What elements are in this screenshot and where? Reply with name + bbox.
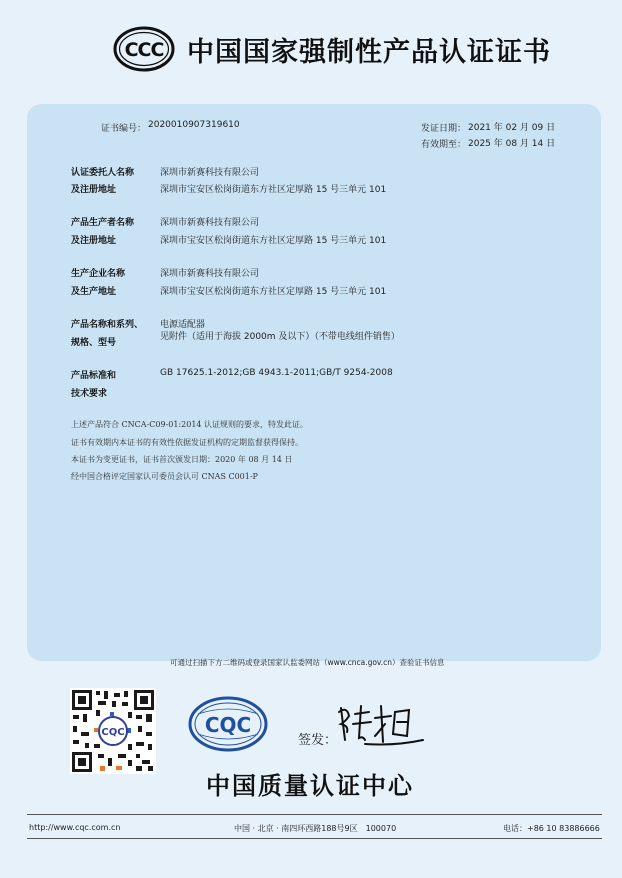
sign-label: 签发： [298, 733, 338, 748]
ccc-logo [113, 25, 175, 73]
qr-code[interactable] [70, 688, 156, 774]
note-line: 上述产品符合 CNCA-C09-01:2014 认证规则的要求，特发此证。 [71, 420, 309, 429]
field-label: 认证委托人名称 [71, 168, 135, 178]
issue-date-label: 发证日期： [421, 124, 467, 134]
field-label: 生产企业名称 [71, 269, 126, 279]
signature [335, 700, 425, 750]
field-label: 产品生产者名称 [71, 218, 135, 228]
cqc-logo [188, 696, 268, 752]
field-label: 技术要求 [71, 389, 108, 399]
footer-phone: 电话：+86 10 83886666 [503, 824, 600, 833]
footer-address: 中国 · 北京 · 南四环西路188号9区 100070 [234, 824, 397, 833]
field-value: 深圳市宝安区松岗街道东方社区定厚路 15 号三单元 101 [160, 185, 387, 195]
footer-divider-bottom [27, 838, 602, 839]
expiry-date: 2025 年 08 月 14 日 [468, 139, 556, 149]
footer-website[interactable]: http://www.cqc.com.cn [29, 823, 121, 832]
field-value: 深圳市宝安区松岗街道东方社区定厚路 15 号三单元 101 [160, 236, 387, 246]
field-value: GB 17625.1-2012;GB 4943.1-2011;GB/T 9254-2008 [160, 368, 393, 378]
qr-badge-text: CQC [101, 727, 125, 738]
footer-divider [27, 814, 602, 815]
expiry-date-label: 有效期至： [421, 140, 467, 150]
field-value: 深圳市新赛科技有限公司 [160, 168, 260, 178]
ccc-logo-text: CCC [124, 39, 164, 61]
field-value: 电源适配器 [160, 320, 206, 330]
verify-text: 可通过扫描下方二维码或登录国家认监委网站（www.cnca.gov.cn）查验证书信息 [170, 658, 445, 667]
certificate-title: 中国国家强制性产品认证证书 [187, 37, 551, 68]
field-value: 深圳市新赛科技有限公司 [160, 269, 260, 279]
note-line: 经中国合格评定国家认可委员会认可 CNAS C001-P [71, 472, 258, 481]
issue-date: 2021 年 02 月 09 日 [468, 123, 556, 133]
field-value: 深圳市新赛科技有限公司 [160, 218, 260, 228]
field-label: 及注册地址 [71, 185, 117, 195]
cqc-logo-text: CQC [204, 713, 252, 737]
field-value: 见附件（适用于海拔 2000m 及以下）（不带电线组件销售） [160, 332, 400, 342]
cert-number: 2020010907319610 [148, 120, 240, 130]
field-label: 规格、型号 [71, 338, 117, 348]
note-line: 本证书为变更证书，证书首次颁发日期：2020 年 08 月 14 日 [71, 455, 293, 464]
field-value: 深圳市宝安区松岗街道东方社区定厚路 15 号三单元 101 [160, 287, 387, 297]
field-label: 及生产地址 [71, 287, 117, 297]
field-label: 产品名称和系列、 [71, 320, 144, 330]
note-line: 证书有效期内本证书的有效性依据发证机构的定期监督获得保持。 [71, 438, 303, 447]
field-label: 及注册地址 [71, 236, 117, 246]
cert-number-label: 证书编号： [101, 124, 147, 134]
org-name: 中国质量认证中心 [206, 772, 414, 800]
field-label: 产品标准和 [71, 371, 117, 381]
